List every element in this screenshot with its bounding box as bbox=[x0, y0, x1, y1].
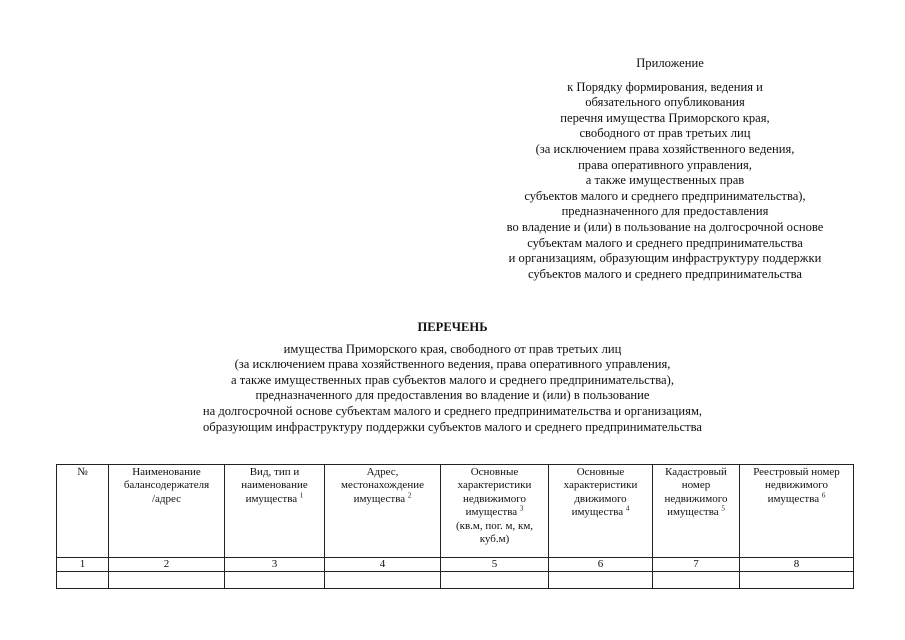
empty-cell bbox=[549, 572, 653, 589]
heading-line: предназначенного для предоставления во владение и (или) в пользование bbox=[255, 388, 650, 403]
column-number: 7 bbox=[653, 558, 740, 572]
empty-cell bbox=[740, 572, 854, 589]
appendix-line: перечня имущества Приморского края, bbox=[560, 110, 770, 125]
heading-line: имущества Приморского края, свободного от прав третьих лиц bbox=[283, 341, 622, 356]
footnote-mark: 4 bbox=[625, 504, 630, 513]
heading-line: образующим инфраструктуру поддержки субъектов малого и среднего предпринимательства bbox=[203, 419, 702, 434]
column-number: 8 bbox=[740, 558, 854, 572]
footnote-mark: 3 bbox=[519, 504, 524, 513]
empty-cell bbox=[441, 572, 549, 589]
column-header-number: № bbox=[57, 465, 109, 558]
appendix-line: свободного от прав третьих лиц bbox=[579, 126, 751, 141]
column-header-property-type: Вид, тип и наименование имущества $^1$ bbox=[225, 465, 325, 558]
column-number: 3 bbox=[225, 558, 325, 572]
appendix-block bbox=[455, 56, 875, 282]
column-number: 6 bbox=[549, 558, 653, 572]
empty-cell bbox=[57, 572, 109, 589]
empty-cell bbox=[225, 572, 325, 589]
appendix-line: во владение и (или) в пользование на долгосрочной основе bbox=[506, 219, 824, 234]
column-number: 2 bbox=[109, 558, 225, 572]
document-title: ПЕРЕЧЕНЬ bbox=[417, 320, 488, 334]
column-header-real-estate-characteristics: Основные характеристики недвижимого имущества $^3$ (кв.м, пог. м, км, куб.м) bbox=[441, 465, 549, 558]
empty-cell bbox=[109, 572, 225, 589]
column-header-movable-characteristics: Основные характеристики движимого имущества $^4$ bbox=[549, 465, 653, 558]
property-list-table bbox=[56, 464, 854, 589]
heading-line: (за исключением права хозяйственного ведения, права оперативного управления, bbox=[234, 357, 671, 372]
table-header-row bbox=[57, 465, 854, 558]
empty-cell bbox=[653, 572, 740, 589]
column-header-cadastral-number: Кадастровый номер недвижимого имущества $^5$ bbox=[653, 465, 740, 558]
column-number: 1 bbox=[57, 558, 109, 572]
appendix-line: субъектов малого и среднего предпринимательства bbox=[528, 266, 802, 281]
appendix-line: обязательного опубликования bbox=[585, 95, 745, 110]
column-header-address: Адрес, местонахождение имущества $^2$ bbox=[325, 465, 441, 558]
appendix-line: а также имущественных прав bbox=[585, 173, 745, 188]
footnote-mark: 6 bbox=[821, 491, 826, 500]
empty-cell bbox=[325, 572, 441, 589]
appendix-line: и организациям, образующим инфраструктуру поддержки bbox=[508, 251, 822, 266]
column-number-row bbox=[57, 558, 854, 572]
footnote-mark: 1 bbox=[299, 491, 304, 500]
appendix-line: предназначенного для предоставления bbox=[561, 204, 769, 219]
column-header-holder: Наименование балансодержателя /адрес bbox=[109, 465, 225, 558]
heading-line: на долгосрочной основе субъектам малого и среднего предпринимательства и организациям, bbox=[202, 403, 703, 418]
appendix-title: Приложение bbox=[636, 56, 704, 70]
appendix-line: к Порядку формирования, ведения и bbox=[567, 79, 763, 94]
footnote-mark: 2 bbox=[407, 491, 412, 500]
heading-line: а также имущественных прав субъектов малого и среднего предпринимательства), bbox=[231, 372, 674, 387]
column-number: 5 bbox=[441, 558, 549, 572]
table-row bbox=[57, 572, 854, 589]
appendix-line: субъектов малого и среднего предпринимательства), bbox=[524, 188, 806, 203]
footnote-mark: 5 bbox=[721, 504, 725, 513]
column-number: 4 bbox=[325, 558, 441, 572]
column-header-registry-number: Реестровый номер недвижимого имущества $^6$ bbox=[740, 465, 854, 558]
document-heading bbox=[0, 320, 905, 435]
appendix-line: (за исключением права хозяйственного ведения, bbox=[535, 141, 795, 156]
appendix-line: права оперативного управления, bbox=[578, 157, 752, 172]
appendix-line: субъектам малого и среднего предпринимательства bbox=[527, 235, 803, 250]
